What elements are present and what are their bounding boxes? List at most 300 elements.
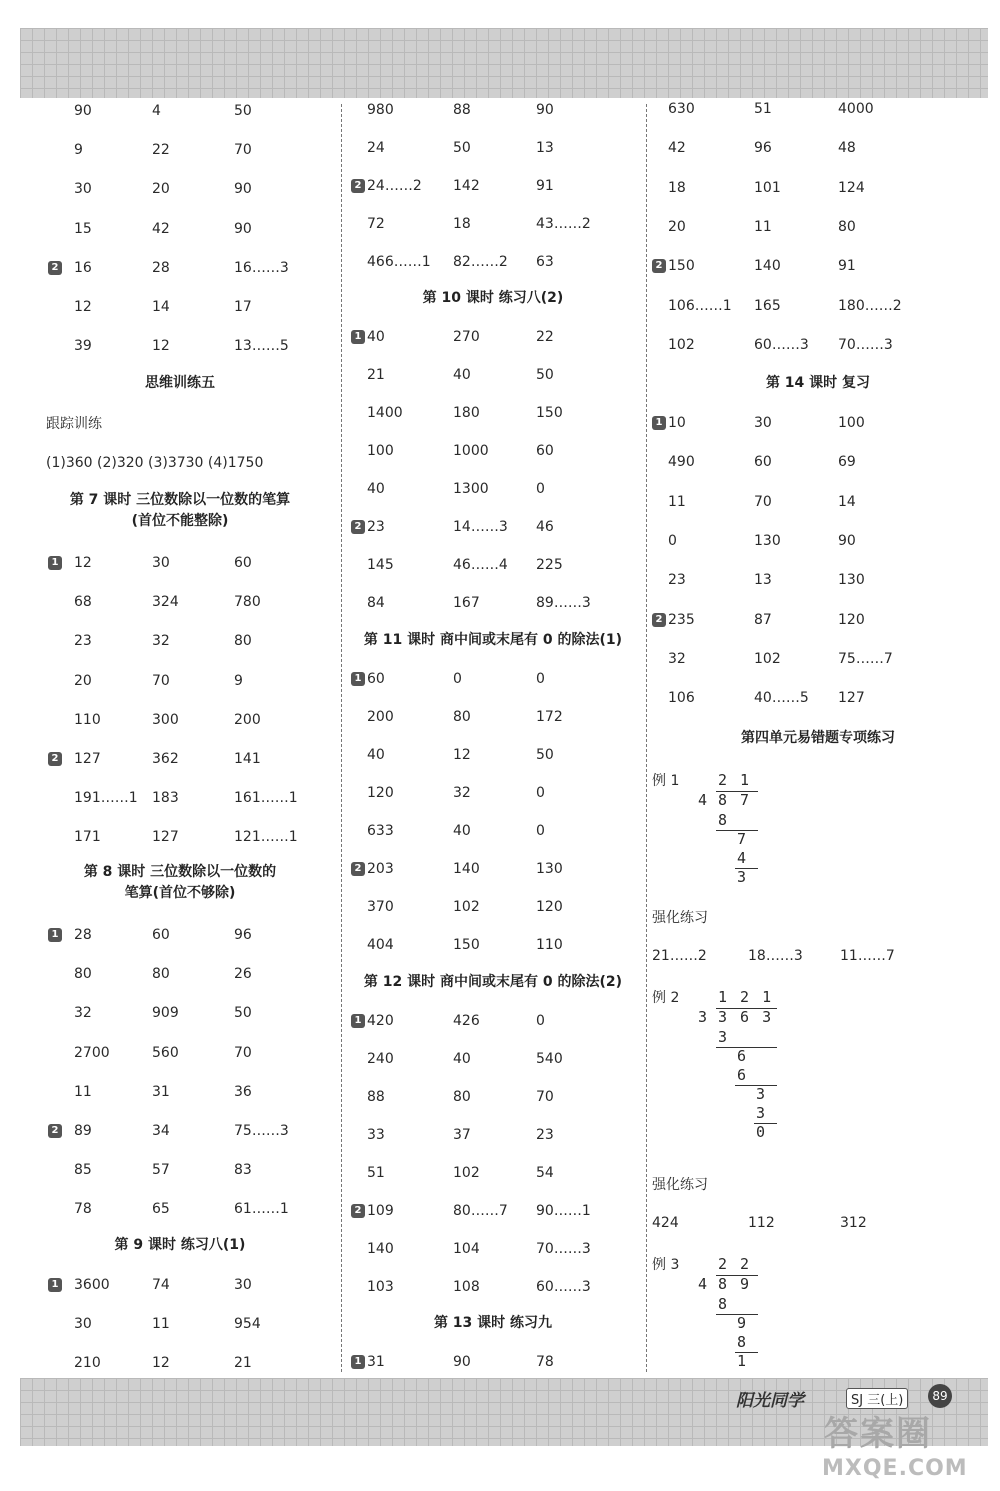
answer-row [648,647,988,671]
answer-cell: 150 [668,258,695,275]
answer-row [20,177,340,201]
question-number-badge: 2 [48,261,62,275]
answer-cell: 142 [453,178,480,195]
answer-cell: 102 [754,650,781,667]
answer-cell: 183 [152,790,179,807]
answer-cell: 3600 [74,1277,110,1293]
answer-cell: 4 [152,103,161,119]
answer-cell: 20 [668,218,686,235]
section-heading-line: 第 12 课时 商中间或末尾有 0 的除法(2) [363,974,623,990]
question-number-badge: 2 [351,520,365,534]
answer-cell: 70 [754,493,772,510]
answer-cell: 240 [367,1051,394,1068]
answer-cell: 80 [838,218,856,235]
answer-row [343,1123,643,1147]
answer-cell: 120 [838,611,865,628]
answer-cell: 171 [74,829,101,846]
answer-cell: 70 [152,672,170,689]
answer-row [343,1085,643,1109]
answer-cell: 85 [74,1162,92,1179]
answer-cell: 70……3 [838,336,893,353]
long-division-step: 7 [737,830,749,848]
answer-cell: 32 [74,1005,92,1022]
answer-cell: 167 [453,595,480,612]
answer-cell: 65 [152,1201,170,1218]
answer-cell: 106 [668,690,695,707]
answer-cell: 16 [74,259,92,276]
practice-label: 强化练习 [652,1177,708,1193]
grade-badge: SJ 三(上) [846,1388,908,1409]
answer-cell: 78 [536,1354,554,1370]
answer-cell: 40 [367,481,385,498]
answer-cell: 13 [536,140,554,157]
answer-cell: 100 [367,443,394,460]
answer-cell: 39 [74,338,92,355]
answer-cell: 104 [453,1241,480,1258]
answer-cell: 51 [367,1165,385,1182]
answer-row [648,294,988,318]
answer-cell: 61……1 [234,1201,289,1218]
answer-cell: 18 [668,179,686,196]
answer-cell: 23 [536,1127,554,1144]
answer-cell: 140 [367,1241,394,1258]
answer-row [20,590,340,614]
answer-cell: 12 [74,555,92,571]
answer-cell: 70 [536,1089,554,1106]
answer-cell: 50 [453,140,471,157]
answer-cell: 40 [367,747,385,764]
answer-cell: 4000 [838,101,874,117]
example-label: 例 2 [652,990,680,1006]
answer-row [20,1312,340,1336]
answer-row [343,1199,643,1223]
section-heading-line: 第四单元易错题专项练习 [741,730,895,746]
answer-cell: 20 [74,672,92,689]
answer-cell: 101 [754,179,781,196]
question-number-badge: 2 [48,1124,62,1138]
answer-cell: 140 [754,258,781,275]
long-division-step: 9 [737,1314,749,1332]
answer-cell: 141 [234,751,261,767]
answer-cell: 203 [367,861,394,878]
answer-cell: 11 [152,1316,170,1333]
question-number-badge: 1 [48,928,62,942]
answer-cell: 11 [668,493,686,510]
answer-row [648,411,988,435]
answer-cell: 69 [838,454,856,471]
answer-cell: 420 [367,1013,394,1029]
answer-cell: 180……2 [838,297,902,314]
question-number-badge: 1 [48,556,62,570]
answer-cell: 210 [74,1355,101,1372]
answer-cell: 1000 [453,443,489,460]
answer-cell: 70 [234,142,252,159]
answer-cell: 23 [668,572,686,589]
answer-row [343,325,643,349]
answer-cell: 88 [367,1089,385,1106]
question-number-badge: 2 [351,862,365,876]
question-number-badge: 2 [48,752,62,766]
answer-row [343,1350,643,1374]
answer-cell: 42 [152,220,170,237]
answer-cell: 490 [668,454,695,471]
answer-row [20,256,340,280]
answer-cell: 96 [754,140,772,157]
answer-row [20,295,340,319]
answer-cell: 110 [536,937,563,954]
practice-answer: 424 [652,1215,679,1231]
answer-cell: 63 [536,254,554,271]
answer-cell: 100 [838,415,865,431]
question-number-badge: 2 [351,1204,365,1218]
section-heading-line: 第 10 课时 练习八(2) [422,290,564,306]
answer-cell: 90 [838,532,856,549]
answer-cell: 90 [453,1354,471,1370]
answer-cell: 466……1 [367,254,431,271]
section-heading-line: 第 8 课时 三位数除以一位数的 [83,864,277,880]
answer-cell: 106……1 [668,297,732,314]
answer-cell: 11 [74,1083,92,1100]
long-division-step: 8 [718,1295,730,1313]
answer-cell: 560 [152,1044,179,1061]
answer-cell: 0 [453,671,462,687]
watermark-site: MXQE.COM [822,1456,968,1481]
exercise-label: (1)360 (2)320 (3)3730 (4)1750 [46,455,264,471]
answer-row [343,1161,643,1185]
section-heading-line: 第 11 课时 商中间或末尾有 0 的除法(1) [363,632,623,648]
answer-row [20,1119,340,1143]
column-divider-1 [341,104,342,1372]
answer-cell: 21 [234,1355,252,1372]
answer-cell: 9 [74,142,83,159]
answer-cell: 12 [74,299,92,315]
answer-cell: 14 [152,299,170,315]
answer-cell: 17 [234,299,252,315]
answer-row [648,97,988,121]
answer-cell: 127 [838,690,865,707]
answer-cell: 43……2 [536,216,591,233]
answer-cell: 404 [367,937,394,954]
answer-cell: 14……3 [453,519,508,536]
answer-row [343,136,643,160]
long-division-step: 0 [756,1123,768,1141]
answer-cell: 30 [754,415,772,431]
answer-cell: 909 [152,1005,179,1022]
answer-cell: 0 [536,481,545,498]
answer-row [648,136,988,160]
answer-row [343,98,643,122]
long-division-divisor: 4 [698,791,710,809]
answer-cell: 91 [838,258,856,275]
answer-row [343,781,643,805]
answer-cell: 70 [234,1044,252,1061]
long-division-step: 4 [737,849,749,867]
answer-cell: 28 [152,259,170,276]
answer-cell: 28 [74,927,92,943]
answer-row [20,825,340,849]
section-heading-line: 第 13 课时 练习九 [433,1315,553,1331]
answer-row [648,686,988,710]
long-division-step: 3 [718,1028,730,1046]
answer-cell: 40 [367,329,385,345]
answer-cell: 34 [152,1123,170,1139]
answer-cell: 60 [536,443,554,460]
answer-row [20,1001,340,1025]
answer-cell: 200 [234,711,261,728]
answer-cell: 68 [74,594,92,611]
long-division-step: 8 [718,811,730,829]
answer-cell: 18 [453,216,471,233]
section-heading [343,1313,643,1334]
answer-cell: 130 [754,532,781,549]
answer-cell: 74 [152,1277,170,1293]
answer-cell: 91 [536,178,554,195]
section-heading [343,288,643,309]
answer-cell: 60 [754,454,772,471]
answer-cell: 15 [74,220,92,237]
answer-cell: 30 [74,1316,92,1333]
long-division-quotient: 2 2 [718,1255,752,1273]
question-number-badge: 1 [351,1014,365,1028]
answer-row [648,450,988,474]
answer-cell: 127 [74,751,101,767]
answer-cell: 103 [367,1279,394,1296]
answer-cell: 980 [367,102,394,118]
answer-cell: 12 [152,1355,170,1372]
answer-cell: 26 [234,966,252,983]
page-number: 89 [928,1384,952,1408]
answer-cell: 954 [234,1316,261,1333]
answer-row [648,333,988,357]
answer-cell: 33 [367,1127,385,1144]
answer-cell: 87 [754,611,772,628]
answer-row [343,363,643,387]
answer-cell: 225 [536,557,563,574]
answer-cell: 130 [536,861,563,878]
answer-row [648,568,988,592]
answer-cell: 60……3 [536,1279,591,1296]
answer-cell: 32 [152,633,170,650]
answer-cell: 0 [668,532,677,549]
answer-cell: 72 [367,216,385,233]
answer-row [343,553,643,577]
answer-cell: 54 [536,1165,554,1182]
answer-cell: 31 [367,1354,385,1370]
answer-cell: 42 [668,140,686,157]
section-heading [343,630,643,651]
column-divider-2 [646,104,647,1372]
answer-cell: 75……7 [838,650,893,667]
answer-cell: 110 [74,711,101,728]
answer-cell: 89……3 [536,595,591,612]
answer-row [20,669,340,693]
question-number-badge: 1 [652,416,666,430]
answer-cell: 13 [754,572,772,589]
long-division-quotient: 2 1 [718,771,752,789]
top-decorative-band [20,28,988,98]
answer-cell: 90 [74,103,92,119]
answer-cell: 30 [74,181,92,198]
long-division-step: 1 [737,1352,749,1370]
answer-row [343,1237,643,1261]
practice-answer: 312 [840,1215,867,1231]
answer-cell: 20 [152,181,170,198]
answer-cell: 30 [152,555,170,571]
section-heading-line: 第 14 课时 复习 [765,375,871,391]
answer-row [343,667,643,691]
answer-cell: 780 [234,594,261,611]
section-heading-line: 第 9 课时 练习八(1) [114,1237,246,1253]
section-heading [343,972,643,993]
answer-row [343,515,643,539]
answer-cell: 83 [234,1162,252,1179]
answer-cell: 82……2 [453,254,508,271]
answer-cell: 96 [234,927,252,943]
long-division-divisor: 4 [698,1275,710,1293]
section-heading-line: 第 7 课时 三位数除以一位数的笔算 [69,492,291,508]
section-heading-line: 思维训练五 [145,375,215,391]
answer-row [20,1197,340,1221]
answer-row [20,1273,340,1297]
answer-cell: 161……1 [234,790,298,807]
answer-cell: 270 [453,329,480,345]
answer-cell: 9 [234,672,243,689]
answer-cell: 40 [453,367,471,384]
answer-row [20,1351,340,1375]
answer-cell: 48 [838,140,856,157]
answer-cell: 50 [536,367,554,384]
answer-cell: 0 [536,785,545,802]
answer-cell: 80 [152,966,170,983]
question-number-badge: 1 [351,672,365,686]
answer-cell: 13……5 [234,338,289,355]
section-heading [648,728,988,749]
answer-cell: 120 [367,785,394,802]
section-heading [20,1235,340,1256]
long-division-divisor: 3 [698,1008,710,1026]
answer-cell: 31 [152,1083,170,1100]
answer-row [343,401,643,425]
answer-cell: 36 [234,1083,252,1100]
answer-row [20,99,340,123]
long-division-dividend: 8 7 [718,791,752,809]
answer-row [343,933,643,957]
answer-cell: 426 [453,1013,480,1029]
answer-cell: 60 [234,555,252,571]
answer-cell: 540 [536,1051,563,1068]
answer-cell: 16……3 [234,259,289,276]
section-heading [20,490,340,532]
answer-cell: 80 [453,1089,471,1106]
answer-row [20,708,340,732]
section-heading [20,373,340,394]
long-division-step: 3 [756,1085,768,1103]
answer-cell: 90 [234,181,252,198]
answer-row [20,1158,340,1182]
long-division-dividend: 3 6 3 [718,1008,774,1026]
answer-cell: 37 [453,1127,471,1144]
answer-cell: 90 [234,220,252,237]
answer-row [648,176,988,200]
answer-cell: 12 [152,338,170,355]
answer-cell: 370 [367,899,394,916]
answer-cell: 23 [367,519,385,536]
answer-cell: 145 [367,557,394,574]
answer-cell: 40……5 [754,690,809,707]
answer-cell: 124 [838,179,865,196]
example-label: 例 3 [652,1257,680,1273]
answer-cell: 150 [536,405,563,422]
answer-cell: 1400 [367,405,403,422]
long-division-dividend: 8 9 [718,1275,752,1293]
practice-label: 强化练习 [652,910,708,926]
answer-cell: 78 [74,1201,92,1218]
answer-cell: 0 [536,1013,545,1029]
answer-cell: 46 [536,519,554,536]
answer-row [20,138,340,162]
answer-row [20,1080,340,1104]
answer-cell: 24……2 [367,178,422,195]
answer-cell: 22 [152,142,170,159]
answer-cell: 89 [74,1123,92,1139]
answer-cell: 191……1 [74,790,138,807]
long-division-step: 6 [737,1047,749,1065]
answer-row [343,439,643,463]
answer-cell: 22 [536,329,554,345]
answer-row [343,1047,643,1071]
answer-cell: 121……1 [234,829,298,846]
question-number-badge: 2 [652,613,666,627]
section-heading-line: 笔算(首位不够除) [124,885,236,901]
long-division-step: 3 [737,868,749,886]
section-heading [20,862,340,904]
long-division-step: 6 [737,1066,749,1084]
answer-row [343,591,643,615]
answer-row [343,743,643,767]
answer-cell: 2700 [74,1044,110,1061]
answer-row [343,895,643,919]
answer-cell: 130 [838,572,865,589]
answer-cell: 1300 [453,481,489,498]
answer-cell: 60……3 [754,336,809,353]
answer-cell: 32 [453,785,471,802]
answer-row [648,608,988,632]
answer-cell: 50 [536,747,554,764]
answer-row [20,217,340,241]
exercise-label: 跟踪训练 [46,416,102,432]
answer-row [20,1041,340,1065]
brand-logo: 阳光同学 [736,1391,804,1411]
answer-cell: 324 [152,594,179,611]
answer-row [648,529,988,553]
answer-row [20,629,340,653]
answer-cell: 40 [453,823,471,840]
answer-cell: 21 [367,367,385,384]
answer-cell: 165 [754,297,781,314]
answer-cell: 84 [367,595,385,612]
answer-row [343,250,643,274]
answer-row [20,923,340,947]
answer-row [343,1275,643,1299]
answer-cell: 0 [536,823,545,840]
answer-cell: 75……3 [234,1123,289,1139]
answer-cell: 60 [152,927,170,943]
answer-cell: 80 [453,709,471,726]
answer-cell: 51 [754,101,772,117]
answer-cell: 127 [152,829,179,846]
question-number-badge: 1 [351,1355,365,1369]
practice-answer: 112 [748,1215,775,1231]
